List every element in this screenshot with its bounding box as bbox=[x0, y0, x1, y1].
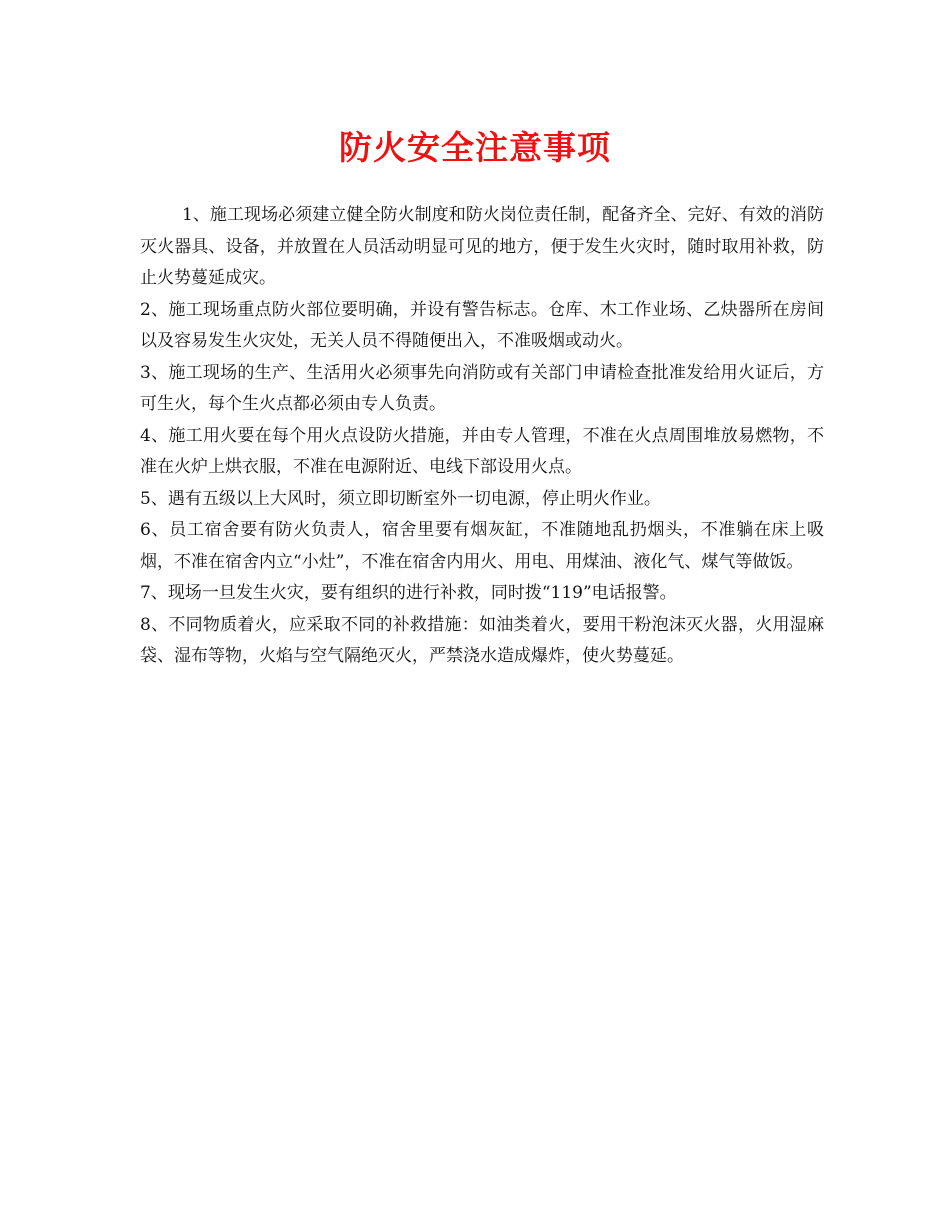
paragraph-2: 2、施工现场重点防火部位要明确，并设有警告标志。仓库、木工作业场、乙炔器所在房间以及容易发生火灾处，无关人员不得随便出入，不准吸烟或动火。 bbox=[140, 299, 824, 351]
paragraph-6: 6、员工宿舍要有防火负责人，宿舍里要有烟灰缸，不准随地乱扔烟头，不准躺在床上吸烟，不准在宿舍内立“小灶”，不准在宿舍内用火、用电、用煤油、液化气、煤气等做饭。 bbox=[140, 520, 824, 572]
paragraph-5: 5、遇有五级以上大风时，须立即切断室外一切电源，停止明火作业。 bbox=[140, 488, 661, 509]
document-body bbox=[140, 200, 824, 673]
paragraph-7: 7、现场一旦发生火灾，要有组织的进行补救，同时拨“119”电话报警。 bbox=[140, 583, 677, 603]
paragraph-4: 4、施工用火要在每个用火点设防火措施，并由专人管理，不准在火点周围堆放易燃物，不准在火炉上烘衣服，不准在电源附近、电线下部设用火点。 bbox=[140, 425, 824, 477]
paragraph-1: 1、施工现场必须建立健全防火制度和防火岗位责任制，配备齐全、完好、有效的消防灭火器具、设备，并放置在人员活动明显可见的地方，便于发生火灾时，随时取用补救，防止火势蔓延成灾。 bbox=[140, 205, 824, 288]
paragraph-8: 8、不同物质着火，应采取不同的补救措施：如油类着火，要用干粉泡沫灭火器，火用湿麻袋、湿布等物，火焰与空气隔绝灭火，严禁浇水造成爆炸，使火势蔓延。 bbox=[140, 614, 824, 666]
document-title: 防火安全注意事项 bbox=[339, 128, 611, 167]
paragraph-3: 3、施工现场的生产、生活用火必须事先向消防或有关部门申请检查批准发给用火证后，方可生火，每个生火点都必须由专人负责。 bbox=[140, 362, 824, 414]
